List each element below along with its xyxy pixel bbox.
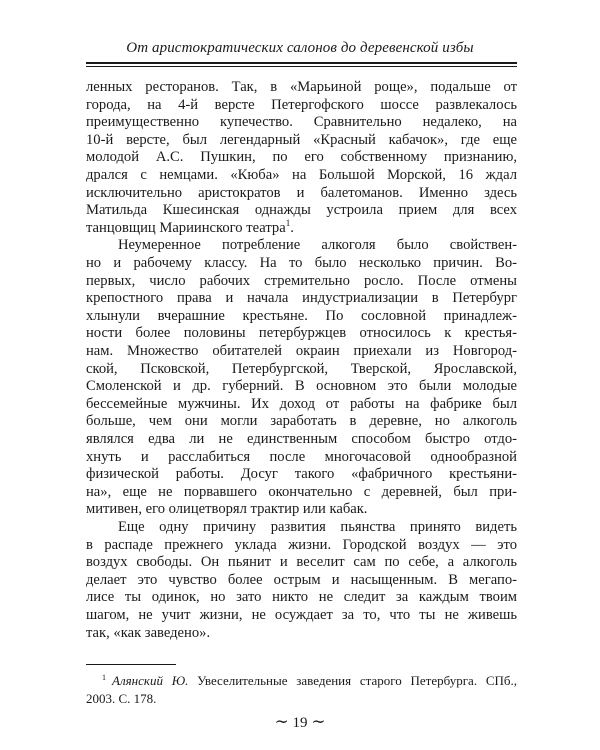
text-line: молодой А.С. Пушкин, по его собственному признанию, <box>86 149 517 166</box>
text-line-paragraph-end: так, «как заведено». <box>86 624 211 641</box>
text-line: Смоленской и др. губерний. В основном это были молодые <box>86 378 517 395</box>
page-ornament-right: ∼ <box>311 712 326 731</box>
page-number-value: 19 <box>292 715 308 731</box>
text-line: преимущественно купечество. Сравнительно недалеко, на <box>86 114 517 131</box>
text-line-paragraph-start: Неумеренное потребление алкоголя было свойствен- <box>118 237 517 254</box>
text-line: больше, чем они могли заработать в деревне, но алкоголь <box>86 413 517 430</box>
page-number <box>0 712 600 732</box>
text-line: в распаде прежнего уклада жизни. Городской воздух — это <box>86 536 517 553</box>
text-line: Матильда Кшесинская однажды устроила прием для всех <box>86 202 517 219</box>
footnote-rule <box>86 664 176 665</box>
text-line-paragraph-start: Еще одну причину развития пьянства принято видеть <box>118 519 517 535</box>
text-line: физической работы. Досуг такого «фабричного крестьяни- <box>86 466 517 483</box>
text-line: хнуть и расслабиться после многочасовой однообразной <box>86 448 517 465</box>
text-line: города, на 4-й версте Петергофского шоссе развлекалось <box>86 96 517 113</box>
text-line: первых, число рабочих стремительно росло. После отмены <box>86 272 517 289</box>
text-line: дрался с немцами. «Кюба» на Большой Морской, 16 ждал <box>86 167 517 183</box>
footnote-title: Увеселительные заведения старого Петербурга. СПб., <box>197 673 518 688</box>
text-line-paragraph-end <box>86 219 517 237</box>
footnote-line <box>102 672 517 690</box>
text-line: крепостного права и начала индустриализации в Петербург <box>86 290 517 307</box>
footnote-number: 1 <box>102 672 106 682</box>
text-line: шагом, не учит жизни, не осуждает за то, что ты не живешь <box>86 607 517 623</box>
text-line: ленных ресторанов. Так, в «Марьиной роще», подальше от <box>86 79 517 95</box>
text-line: на», еще не порвавшего окончательно с деревней, был при- <box>86 483 517 500</box>
footnote-line: 2003. С. 178. <box>86 691 157 706</box>
text-line: исключительно аристократов и балетоманов. Именно здесь <box>86 184 517 201</box>
header-rule-thin <box>86 66 517 67</box>
text-line: бессемейные мужчины. Их доход от работы на фабрике был <box>86 395 517 412</box>
text-line: 10-й версте, был легендарный «Красный кабачок», где еще <box>86 131 517 148</box>
text-line: ности более половины петербуржцев относилось к крестья- <box>86 325 517 342</box>
footnote-reference[interactable]: 1 <box>285 217 291 228</box>
text-line: нам. Множество обитателей окраин приехали из Новгород- <box>86 343 517 359</box>
page-ornament-left: ∼ <box>274 712 289 731</box>
text-line-paragraph-end: митивен, его олицетворял трактир или кабак. <box>86 501 368 518</box>
text-line: хлынули вчерашние крестьяне. По сословной принадлеж- <box>86 307 517 324</box>
text-line: делает это чувство более острым и насыщенным. В мегапо- <box>86 571 517 588</box>
footnote-author: Алянский Ю. <box>112 673 189 688</box>
text-line: лисе ты одинок, но зато никто не следит за каждым твоим <box>86 589 517 606</box>
line-text: танцовщиц Мариинского театра <box>86 219 286 236</box>
sentence-period: . <box>290 219 294 236</box>
text-line: но и рабочему классу. На то было несколько причин. Во- <box>86 255 517 271</box>
text-line: воздух свободы. Он пьянит и веселит сам по себе, а алкоголь <box>86 554 517 571</box>
text-line: ской, Псковской, Петербургской, Тверской, Ярославской, <box>86 360 517 377</box>
header-rule-thick <box>86 62 517 64</box>
running-header: От аристократических салонов до деревенской избы <box>126 40 474 56</box>
text-line: являлся едва ли не единственным способом быстро отдо- <box>86 431 517 447</box>
